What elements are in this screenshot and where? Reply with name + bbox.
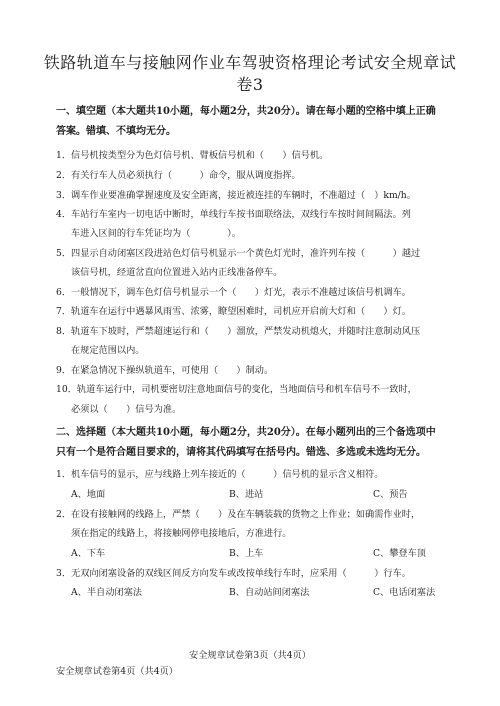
choice-option-b: B、上车	[229, 548, 264, 559]
page-footer-current: 安全规章试卷第3页（共4页）	[189, 650, 311, 661]
choice-option-b: B、自动站间闭塞法	[229, 587, 310, 598]
question-9: 9．在紧急情况下操纵轨道车，可使用（ ）制动。	[56, 365, 274, 376]
choice-option-c: C、预告	[373, 489, 408, 500]
question-8-continued: 在规定范围以内。	[71, 345, 145, 356]
choice-option-a: A、地面	[71, 489, 106, 500]
question-4-continued: 车进入区间的行车凭证均为（ ）。	[71, 228, 241, 239]
choice-question-1: 1．机车信号的显示，应与线路上列车接近的（ ）信号机的显示含义相符。	[56, 469, 384, 480]
choice-option-a: A、半自动闭塞法	[71, 587, 142, 598]
question-4: 4．车站行车室内一切电话中断时，单线行车按书面联络法，双线行车按时间间隔法。列	[56, 209, 411, 220]
question-10-continued: 必须以（ ）信号为准。	[71, 404, 182, 415]
choice-option-c: C、电话闭塞法	[373, 587, 436, 598]
section-multiple-choice-header	[56, 423, 456, 463]
question-5: 5．四显示自动闭塞区段进站色灯信号机显示一个黄色灯光时，准许列车按（ ）越过	[56, 248, 421, 259]
page-footer-next: 安全规章试卷第4页（共4页）	[56, 666, 178, 677]
question-3: 3．调车作业要准确掌握速度及安全距离，接近被连挂的车辆时，不准超过（ ）km/h。	[56, 190, 416, 201]
section-header-line: 一、填空题（本大题共10小题，每小题2分，共20分）。请在每小题的空格中填上正确	[56, 106, 436, 117]
section-header-line: 二、选择题（本大题共10小题，每小题2分，共20分）。在每小题列出的三个备选项中	[56, 427, 436, 438]
question-1: 1．信号机按类型分为色灯信号机、臂板信号机和（ ）信号机。	[56, 150, 329, 161]
choice-option-a: A、下车	[71, 548, 106, 559]
question-5-continued: 该信号机，经道岔直向位置进入站内正线准备停车。	[71, 267, 283, 278]
exam-title	[40, 52, 460, 96]
section-fill-blank-header	[56, 102, 456, 142]
exam-title-line-2: 卷3	[236, 75, 264, 94]
choice-option-b: B、进站	[229, 489, 264, 500]
question-8: 8．轨道车下坡时，严禁超速运行和（ ）溜放，严禁发动机熄火，并随时注意制动风压	[56, 326, 421, 337]
section-header-line: 只有一个是符合题目要求的，请将其代码填写在括号内。错选、多选或未选均无分。	[56, 447, 426, 458]
question-10: 10．轨道车运行中，司机要密切注意地面信号的变化，当地面信号和机车信号不一致时，	[56, 384, 417, 395]
choice-question-2-continued: 须在指定的线路上，将接触网停电接地后，方准进行。	[71, 528, 292, 539]
choice-question-3: 3．无双向闭塞设备的双线区间反方向发车或改按单线行车时，应采用（ ）行车。	[56, 568, 411, 579]
question-2: 2．有关行车人员必须执行（ ）命令，服从调度指挥。	[56, 170, 301, 181]
choice-option-c: C、攀登车顶	[373, 548, 426, 559]
exam-title-line-1: 铁路轨道车与接触网作业车驾驶资格理论考试安全规章试	[43, 53, 457, 72]
question-7: 7．轨道车在运行中遇暴风雨雪、浓雾，瞭望困难时，司机应开启前大灯和（ ）灯。	[56, 306, 411, 317]
question-6: 6．一般情况下，调车色灯信号机显示一个（ ）灯光，表示不准越过该信号机调车。	[56, 287, 411, 298]
section-header-line: 答案。错填、不填均无分。	[56, 126, 176, 137]
choice-question-2: 2．在设有接触网的线路上，严禁（ ）及在车辆装载的货物之上作业；如确需作业时，	[56, 509, 421, 520]
